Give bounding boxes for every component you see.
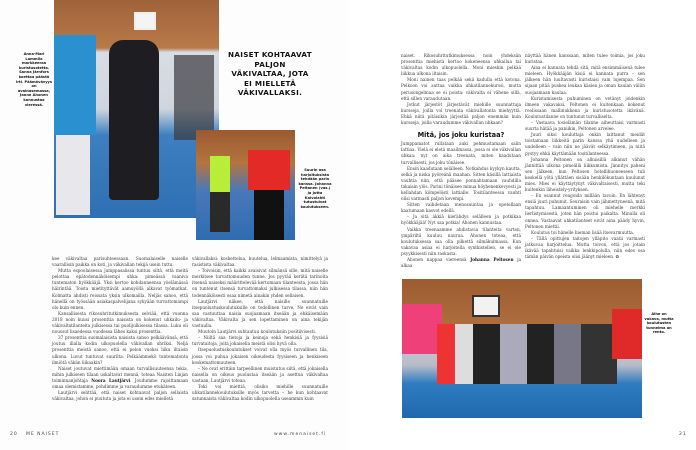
- paragraph: Lautjärvi selittää, että naiset kohtaavat paljon sellaista väkivaltaa, johon ei puututa ja jota ei usein edes mielletä: [52, 390, 188, 402]
- woman-green-shirt: [210, 156, 230, 192]
- paragraph: – Toivoisin, että kaikki avaisivat silmänsä sille, mitä naiselle merkitsee turvattomuuden tunne. Jos pyytää kerätä tarinoita itsensä naiseksi määrittelevää kertomaan tilanteesta, jossa hän on tuntenut itsensä turvattomaksi julkisessa tilassa, niin hän todennäköisesti osaa nimetä ainakin yhden sellaisen.: [192, 268, 328, 298]
- paragraph: Ahonen nappaa viereensä Johanna Peltosen ja alkaa: [401, 257, 521, 269]
- paragraph: Lautjärvi näkee, että naisille suunnatuille itsepuolustuskoulutuksille on todellinen tarve. Ne eivät vain saa vastuuttaa naisia suojaamaan itseään ja ehkäisemään väkivaltaa. Väkivalta ja sen lopettaminen on aina tekijän vastuulla.: [192, 298, 328, 329]
- paragraph: Kansallisesta rikosuhritutkimuksesta selviää, että vuonna 2018 noin kuusi prosenttia naisista on kokenut uhkailu- ja väkivaltatilanteita julkisessa tai puolijulkisessa tilassa. Luku oli noussut lisaedessa vuodessa lähes kaksi prosenttia.: [52, 310, 188, 335]
- basketball-hoop: [472, 295, 500, 317]
- woman-red-shirt: [612, 309, 642, 359]
- paragraph: Mutta espoolaisessa jumppasalissa tuntuu siltä, että meitä pelottaa epätodennäköisempi uhka: pimeässä vaaniva tuntematon hyökkääjä. Yksi kertoo kohdanneensa yöelämässä häirintää. Toista mietityttävät aamuyöllä alkavat työmatkat. Kolmatta ahdisti reissata yksin ulkomailla. Neljäs sanoo, että hänellä on työssään asiakaspalvelijana sykyään turvattomampi olo kuin ennen.: [52, 268, 188, 310]
- white-trousers: [56, 135, 90, 215]
- paragraph: – Ne ovat erittäin tarpeellinen muistutus siitä, että jokaisella naisella on oikeus puolustaa itseään ja asettua väkivaltaa vastaan, Lautjärvi toteaa.: [192, 365, 328, 383]
- group-of-women: [437, 324, 617, 384]
- paragraph: väkivallaksi: koskettelua, huutelua, lelmaamista, nimittelyä ja rasistista väkivaltaa.: [192, 256, 328, 268]
- paragraph: kee väkivaltaa parisuhteessaan. Suomalaiselle naiselle vaarallisin paikka on koti, ja väkivallan tekijä usein tuttu.: [52, 256, 188, 268]
- body-column-3: [401, 53, 521, 269]
- paragraph: Aina ei kannata tehdä sitä, mitä ensimmäisenä tulee mieleen. Hyökkääjän kisiä ei kannata purra – sen jälkeen hän luultavasti kuristaisi vain lujempaa. Sen sijaan pitää puskea leukaa käsien ja oman kaulan väliin suojaamaan kaulaa.: [525, 65, 645, 95]
- magazine-name: ME NAISET: [26, 432, 60, 437]
- photo-self-defense-chokehold: [54, 0, 219, 218]
- paragraph: Naiset joutuvat miettimään omaan turvallisuuteensa tekia, mihin julkiseen tilaan uskaltavat mennä, toteaa Naisten Linjan toiminnanjohtaja Noora Lautjärvi. Joudumme rajoittamaan omaa olemistamme, pohdimme ja varaudumme etukäteen.: [52, 365, 189, 389]
- patterned-leggings: [210, 192, 230, 232]
- photo-group-training: [402, 279, 642, 418]
- person-blue-shirt: [54, 35, 96, 135]
- body-column-4: [525, 53, 645, 260]
- page-number-left: 20: [10, 432, 18, 437]
- paragraph: Jotkut järjestöt järjestävät miehille suunnattuja kursseja, joilla voi treenata väkivallatonta miehyyttä. Ehkä niitä pitäisikin järjestää paljon enemmän kuin kursseja, joilla varaudumme väkivallan uhkaan?: [401, 101, 521, 126]
- photo-caption-main: Anna-Mari Lommila markkeeraa kuristusotetta. Sanna Järnfors koettaa päästä irti. Päämävävyys on avainasemassa, Janne Ahonen kannustaa vieressä.: [15, 52, 53, 107]
- paragraph: Vaikka treenaamme ahdistavia tilanteita varten, ympäriltä kuuluu naurua. Ahonen toteaa, että koulutuksessa saa olla pilkettä silmäkulmassa. Kun vakavaa asiaa ei harjoitella syntkistellen, se ei ole psyykkisesti niin raskasta.: [401, 226, 521, 256]
- website-url: www.menaiset.fi: [274, 432, 327, 437]
- black-trousers: [254, 190, 284, 240]
- paragraph: Johanna Peltonen on alkuisillä alkanut vähän jännittää ulkona pimeällä liikkumista. Jännitys paheni sen jälkeen, kun Peltosen hotellihuoneeseen tuli keskellä yötä yllättäen sisään henkilökuntaan kuulunut mies. Mies ei käyttäytynyt väkivaltaisesti, mutta teki kuitenkin läheistely-yrityksen.: [525, 156, 645, 193]
- two-women-black: [109, 40, 159, 200]
- paragraph: – En osannut reagoida millään tavoin. En lähtenyt ensiä juuri puhunut. Seuraisin vain jähmettyneenä, mitä tapahtuu. Lamaantuminen oli miehelle merkki lierlistymisestä, joten hän poistui paikalta. Minulla oli onnea. Vastaavat uhkatilanteet eivät aina päädy hyvin, Peltonen miettii.: [525, 193, 645, 229]
- paragraph: Koulutus toi hänelle hieman lisää itsevarmuutta.: [531, 229, 635, 235]
- photo-pair-training: [196, 130, 295, 240]
- paragraph: – Ja sitä äkkiä kierähdys selälleen ja potkikaa hyökkääjää! Nyt saa potkia! Ahonen kannustaa.: [401, 214, 521, 226]
- body-column-1: [52, 256, 188, 402]
- woman-pink-shirt: [402, 304, 442, 354]
- paragraph: – Vastaava tosielämän tilanne aiheuttaisi varmasti suurta hätää ja paniikin, Peltonen arvelee.: [525, 120, 645, 132]
- paragraph: Muutoin Lautjärvi suhtautuu koulutuksiin positiivisesti.: [198, 329, 317, 335]
- photo-caption-small: Suurin osa harjoituksista tehdään parin kanssa. Johanna Peltonen (vas.) ja Jutta Kaivolahti tutustuivat koulutukseen.: [298, 168, 332, 209]
- paragraph: Juuri siksi kouluttaja onkin laittanut meidät toistamaan liikkeitä parin kanssa yhä uudelleen ja uudelleen – vain niin ne jäävät selkäytimeen, ja niitä pystyy ehkä käyttämään tositilanteessa.: [525, 132, 645, 156]
- paragraph: näyttää hänen kanssaan, miten tulee toimia, jos joku kuristaa.: [525, 53, 645, 65]
- woman-red-shirt: [248, 150, 290, 190]
- body-column-2: [192, 256, 328, 402]
- basketball-hoop: [134, 12, 156, 30]
- paragraph: Itsepuolustuskoulutukset voivat olla myös turvallinen tila, jossa voi puhua jokaisen oikeudesta fyysiseen ja henkiseen koskemattomuuteen.: [192, 347, 328, 365]
- paragraph: naiset. Rikosuhritutkimuksessa noin yhdeksän prosenttia miehistä kertoo kokeneensa uhkailua tai väkivaltaa kodin ulkopuolella. Moni mieskin pelkää liikkua ulkona iltaisin.: [401, 53, 521, 77]
- photo-caption-group: Aihe on vakava, mutta koulutusten tunnelma on rento.: [644, 312, 674, 335]
- paragraph: Kuristamisesta puhuminen on vetänyt joidenkin ilmeen vakavaksi. Peltonen ei kuitenkaan kokenut roolissaan mallinukkena ja kuristusotetta ikävänä. Koulutustilanne on tuntunut turvalliselta.: [525, 95, 645, 119]
- page-number-right: 21: [679, 432, 687, 437]
- paragraph: – Niiltä saa tietoja ja keinoja sekä henkisiä ja fyysisiä turvataitoja, joita jokaisella meistä olisi hyvä olla.: [192, 335, 328, 347]
- paragraph: Toki voi miettiä, olisiko miehille suunnatuille uhkatilannekoulutuksille myös tarvetta – he kun kohtaavat satunnaista väkivaltaa kodin ulkopuolella useammin kuin: [192, 383, 328, 402]
- right-page: [348, 0, 696, 450]
- paragraph: Jumppamatot rullataan auki pehmustamaan salin lattiaa. Vielä ei eletä maailmassa, jossa ei ole väkivallan uhkaa: nyt on aika treenata, miten kaadutaan turvallisesti, jos joku tönäisee.: [401, 141, 521, 165]
- paragraph: 37 prosenttia suomalaisista naisista sanoo pelkäävänsä, että joutuu illalla kodin ulkopuolella väkivallan uhriksi. Neljä prosenttia meistä sanoo, että ei pelon vuoksi liiku iltaisin ulkona. Luvut tuntuvat suurilta. Pelkäämmekö tuntematonta ilmiötä väkän liikaakin?: [52, 335, 188, 365]
- paragraph: Sitten vaihdetaan menosuuntaa ja opetellaan kaatumaan kasvot edellä.: [401, 202, 521, 214]
- background-people: [174, 55, 214, 140]
- paragraph: Ensin kaadutaan selälleen. Notkahdus kyykyn kautta, selkä ja niska pyöreänä maahan. Sitten käsillä lattiaista vauhtia niin, että pääsee ponnahtamaan vauhdilla takaisin ylös. Parini tönäisee minua höyhenenkevyesti ja kellahdan kömpelösti lattialle. Tositilanteessa vauhti olisi varmasti paljon kovempi.: [401, 165, 521, 202]
- pull-quote-headline: NAISET KOHTAAVAT PALJON VÄKIVALTAA, JOTA EI MIELLETÄ VÄKIVALLAKSI.: [228, 50, 312, 98]
- paragraph: Moni nainen taas pelkää sekä kadulla että kotona. Pelkoon voi auttaa vaikka uhkatilannekurssi, mutta perusongelmaa se ei poista: väkivalta ei vähene sillä, että sillen varaudutaan.: [401, 77, 521, 101]
- paragraph: – Tällä opittujen taitojen ylläpito vaatii varmasti jatkuvaa harjoittelua. Mutta toivon, että jos jotain ikävää tapahtuisi vaikka lenkkipolulla, niin edes osa tämän päivän opeista olisi jäänyt mieleen. ❂: [525, 235, 645, 260]
- subheading: Mitä, jos joku kuristaa?: [417, 131, 505, 140]
